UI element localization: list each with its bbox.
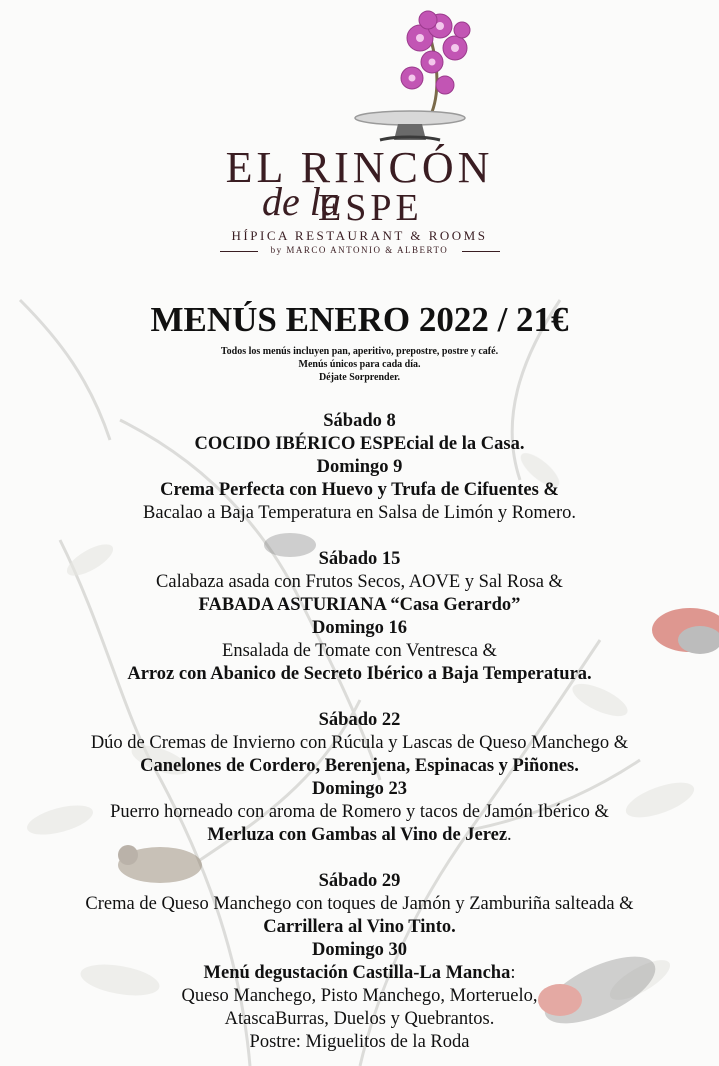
note-line: Menús únicos para cada día. — [298, 359, 421, 370]
dish-line-mixed — [0, 824, 719, 847]
day-heading: Domingo 9 — [316, 457, 403, 477]
dish-line-mixed — [0, 962, 719, 985]
dish-line: Puerro horneado con aroma de Romero y tacos de Jamón Ibérico & — [110, 802, 609, 822]
day-heading: Sábado 15 — [318, 549, 401, 569]
day-heading: Sábado 8 — [323, 411, 396, 431]
dish-line: Canelones de Cordero, Berenjena, Espinacas y Piñones. — [140, 756, 579, 776]
dish-line: Carrillera al Vino Tinto. — [263, 917, 456, 937]
brand-name-line1: EL RINCÓN — [225, 143, 494, 192]
dish-line: Dúo de Cremas de Invierno con Rúcula y Lascas de Queso Manchego & — [90, 733, 629, 753]
day-heading: Domingo 16 — [311, 618, 408, 638]
dish-line: COCIDO IBÉRICO ESPEcial de la Casa. — [194, 434, 525, 454]
note-line: Todos los menús incluyen pan, aperitivo, prepostre, postre y café. — [220, 346, 499, 357]
spacer — [0, 686, 719, 709]
dish-line: Arroz con Abanico de Secreto Ibérico a Baja Temperatura. — [127, 664, 592, 684]
restaurant-logo — [0, 0, 719, 270]
dish-line: Postre: Miguelitos de la Roda — [249, 1032, 470, 1052]
spacer — [0, 525, 719, 548]
day-heading: Sábado 29 — [318, 871, 401, 891]
dish-line: Ensalada de Tomate con Ventresca & — [222, 641, 497, 661]
orchid-tray-icon — [0, 0, 719, 150]
dish-bold-part: Menú degustación Castilla-La Mancha — [203, 963, 511, 983]
dish-line: AtascaBurras, Duelos y Quebrantos. — [224, 1009, 495, 1029]
dish-line: Queso Manchego, Pisto Manchego, Morteruelo, — [181, 986, 538, 1006]
dish-line: Crema de Queso Manchego con toques de Jamón y Zamburiña salteada & — [85, 894, 634, 914]
day-heading: Domingo 23 — [311, 779, 408, 799]
dish-line: FABADA ASTURIANA “Casa Gerardo” — [198, 595, 521, 615]
brand-name-de-la: de la — [262, 179, 341, 224]
spacer — [0, 847, 719, 870]
brand-subtitle: HÍPICA RESTAURANT & ROOMS — [231, 228, 488, 243]
day-heading: Domingo 30 — [311, 940, 408, 960]
dish-end-punct: . — [507, 825, 512, 845]
day-heading: Sábado 22 — [318, 710, 401, 730]
dish-line: Calabaza asada con Frutos Secos, AOVE y Sal Rosa & — [156, 572, 563, 592]
brand-name-line2: ESPE — [318, 187, 423, 229]
note-line: Déjate Sorprender. — [318, 372, 401, 383]
brand-byline: by MARCO ANTONIO & ALBERTO — [270, 245, 449, 255]
menu-notes — [0, 345, 719, 384]
dish-line: Bacalao a Baja Temperatura en Salsa de Limón y Romero. — [143, 503, 576, 523]
page-title: MENÚS ENERO 2022 / 21€ — [150, 300, 569, 339]
dish-bold-part: Merluza con Gambas al Vino de Jerez — [207, 825, 508, 845]
dish-end-punct: : — [510, 963, 516, 983]
brand-rule-right — [462, 251, 500, 252]
dish-line: Crema Perfecta con Huevo y Trufa de Cifuentes & — [160, 480, 559, 500]
menu-list — [0, 410, 719, 1054]
